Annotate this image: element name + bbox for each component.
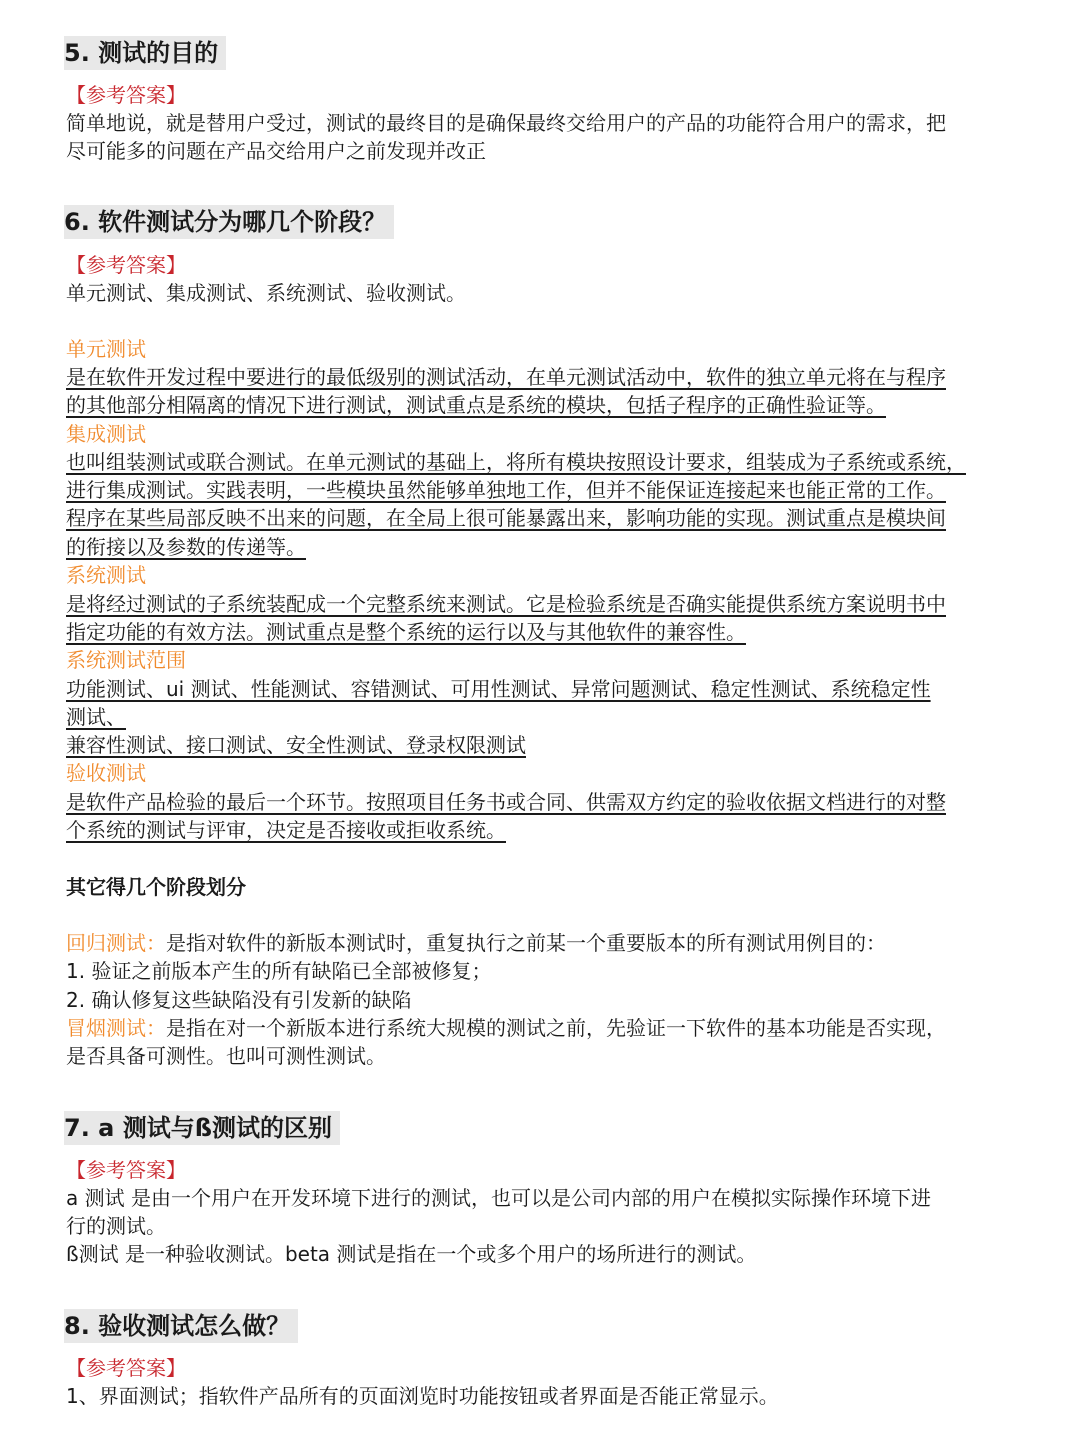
integration-test-line-2: 进行集成测试。实践表明，一些模块虽然能够单独地工作，但并不能保证连接起来也能正常的工作。 (66, 478, 946, 502)
system-test-scope-title: 系统测试范围 (66, 648, 186, 672)
system-test-title: 系统测试 (66, 563, 146, 587)
regression-item-1: 1. 验证之前版本产生的所有缺陷已全部被修复； (66, 959, 492, 983)
smoke-test-text: 是指在对一个新版本进行系统大规模的测试之前，先验证一下软件的基本功能是否实现， (166, 1016, 946, 1040)
section-5-text-line-2: 尽可能多的问题在产品交给用户之前发现并改正 (66, 139, 486, 163)
unit-test-line-1: 是在软件开发过程中要进行的最低级别的测试活动，在单元测试活动中，软件的独立单元将在与程序 (66, 365, 946, 389)
section-8-answer-label: 【参考答案】 (66, 1356, 186, 1380)
system-test-scope-line-2: 测试、 (66, 705, 126, 729)
regression-test-text: 是指对软件的新版本测试时，重复执行之前某一个重要版本的所有测试用例目的： (166, 931, 886, 955)
acceptance-test-line-1: 是软件产品检验的最后一个环节。按照项目任务书或合同、供需双方约定的验收依据文档进行的对整 (66, 790, 946, 814)
section-5-text-line-1: 简单地说，就是替用户受过，测试的最终目的是确保最终交给用户的产品的功能符合用户的需求，把 (66, 111, 946, 135)
system-test-scope-line-1: 功能测试、ui 测试、性能测试、容错测试、可用性测试、异常问题测试、稳定性测试、系统稳定性 (66, 677, 931, 701)
section-7-line-1: a 测试 是由一个用户在开发环境下进行的测试，也可以是公司内部的用户在模拟实际操作环境下进 (66, 1186, 931, 1210)
integration-test-line-3: 程序在某些局部反映不出来的问题，在全局上很可能暴露出来，影响功能的实现。测试重点是模块间 (66, 506, 946, 530)
other-stages-title: 其它得几个阶段划分 (66, 875, 246, 899)
regression-test-label: 回归测试： (66, 931, 166, 955)
integration-test-line-1: 也叫组装测试或联合测试。在单元测试的基础上，将所有模块按照设计要求，组装成为子系统或系统， (66, 450, 966, 474)
regression-item-2: 2. 确认修复这些缺陷没有引发新的缺陷 (66, 988, 412, 1012)
regression-test-line (66, 929, 886, 957)
section-7-line-3: ß测试 是一种验收测试。beta 测试是指在一个或多个用户的场所进行的测试。 (66, 1242, 757, 1266)
section-7-answer-label: 【参考答案】 (66, 1158, 186, 1182)
integration-test-title: 集成测试 (66, 422, 146, 446)
section-5-heading: 5. 测试的目的 (64, 36, 226, 70)
system-test-line-1: 是将经过测试的子系统装配成一个完整系统来测试。它是检验系统是否确实能提供系统方案说明书中 (66, 592, 946, 616)
section-8-line-1: 1、界面测试；指软件产品所有的页面浏览时功能按钮或者界面是否能正常显示。 (66, 1384, 779, 1408)
section-5-answer-label: 【参考答案】 (66, 83, 186, 107)
acceptance-test-title: 验收测试 (66, 761, 146, 785)
smoke-test-line-2: 是否具备可测性。也叫可测性测试。 (66, 1044, 386, 1068)
smoke-test-label: 冒烟测试： (66, 1016, 166, 1040)
integration-test-line-4: 的衔接以及参数的传递等。 (66, 535, 306, 559)
smoke-test-line (66, 1014, 946, 1042)
section-6-heading: 6. 软件测试分为哪几个阶段？ (64, 205, 394, 239)
section-7-heading: 7. a 测试与ß测试的区别 (64, 1111, 340, 1145)
unit-test-title: 单元测试 (66, 337, 146, 361)
section-8-heading: 8. 验收测试怎么做？ (64, 1309, 298, 1343)
acceptance-test-line-2: 个系统的测试与评审，决定是否接收或拒收系统。 (66, 818, 506, 842)
system-test-line-2: 指定功能的有效方法。测试重点是整个系统的运行以及与其他软件的兼容性。 (66, 620, 746, 644)
unit-test-line-2: 的其他部分相隔离的情况下进行测试，测试重点是系统的模块，包括子程序的正确性验证等。 (66, 393, 886, 417)
system-test-scope-line-3: 兼容性测试、接口测试、安全性测试、登录权限测试 (66, 733, 526, 757)
section-7-line-2: 行的测试。 (66, 1214, 166, 1238)
section-6-answer-label: 【参考答案】 (66, 253, 186, 277)
section-6-summary: 单元测试、集成测试、系统测试、验收测试。 (66, 281, 466, 305)
